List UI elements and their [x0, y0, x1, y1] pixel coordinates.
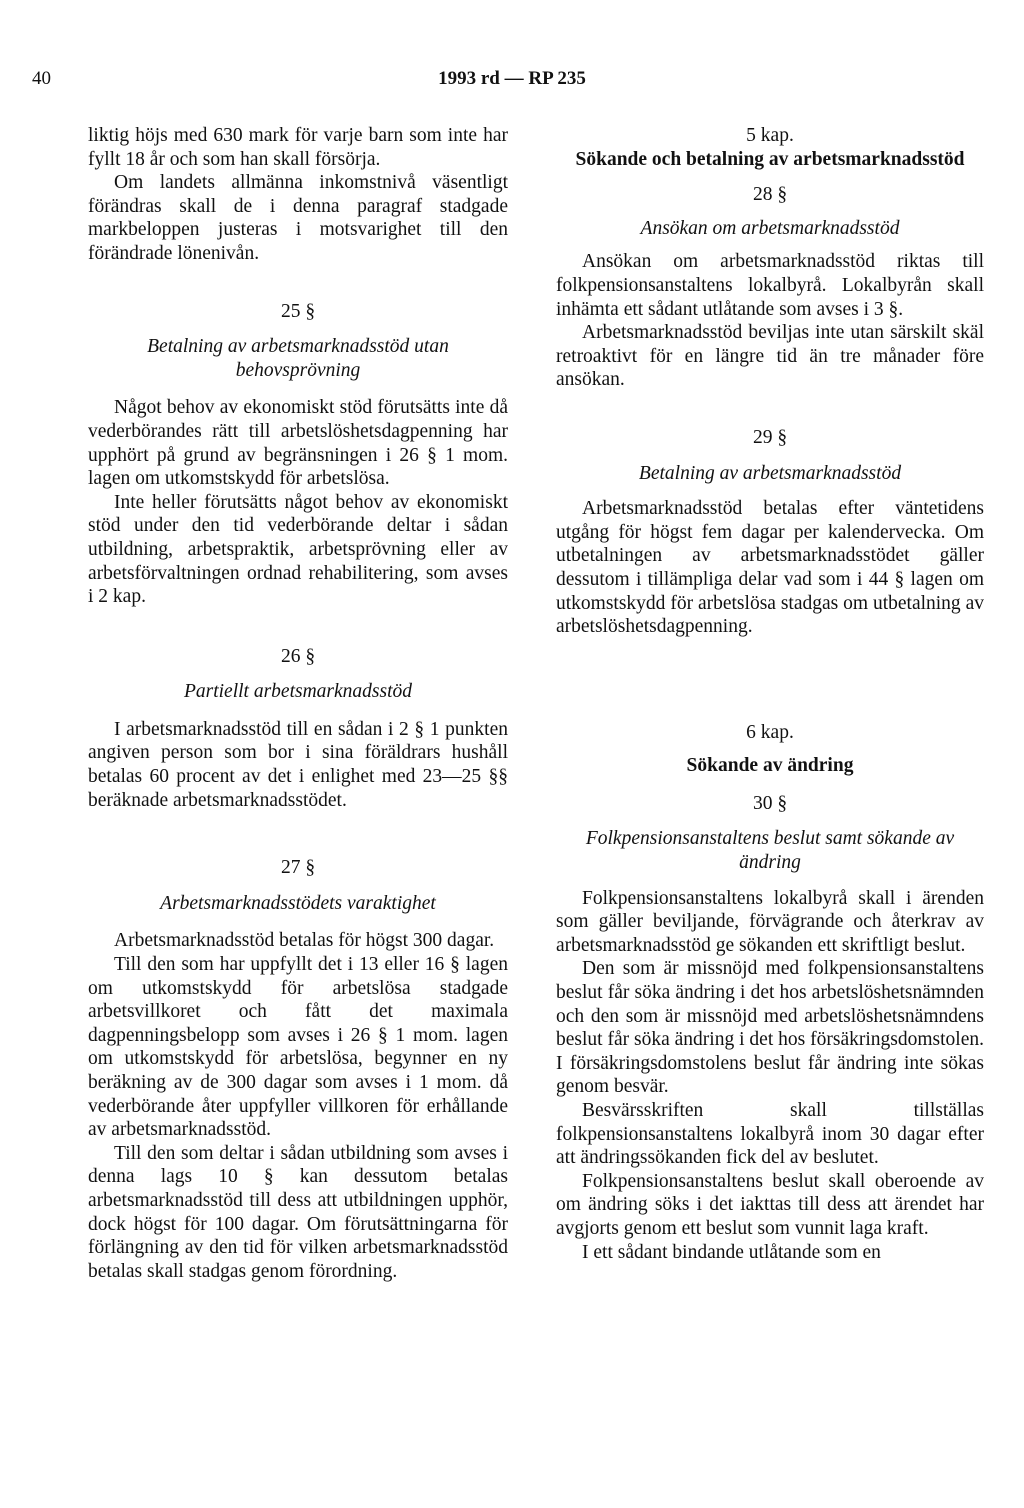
chapter-number: 6 kap. — [746, 721, 794, 743]
running-head: 1993 rd — RP 235 — [438, 68, 586, 89]
paragraph: Den som är missnöjd med folkpensionsanstaltens beslut får söka ändring i det hos arbetslöshetsnämnden och den som är missnöjd med arbetslöshetsnämndens beslut får söka ändring i det hos försäkringsdomstolen. I försäkringsdomstolens beslut får ändring inte sökas genom besvär. — [556, 958, 984, 1098]
paragraph: Folkpensionsanstaltens lokalbyrå skall i ärenden som gäller beviljande, förvägrande och återkrav av arbetsmarknadsstöd ge sökanden ett skriftligt beslut. — [556, 887, 984, 956]
right-column — [556, 124, 984, 1264]
section-number: 26 § — [280, 645, 316, 667]
paragraph: Folkpensionsanstaltens beslut skall oberoende av om ändring söks i det iakttas till dess att ärendet har avgjorts genom ett beslut som vunnit laga kraft. — [556, 1170, 984, 1239]
section-number: 29 § — [752, 426, 788, 448]
section-title: Betalning av arbetsmarknadsstöd utan behovsprövning — [147, 336, 449, 381]
paragraph: Om landets allmänna inkomstnivå väsentligt förändras skall de i denna paragraf stadgade markbeloppen justeras i motsvarighet till den förändrade lönenivån. — [88, 172, 508, 264]
paragraph: Besvärsskriften skall tillställas folkpensionsanstaltens lokalbyrå inom 30 dagar efter att ändringssökanden fick del av beslutet. — [556, 1100, 984, 1169]
section-title: Betalning av arbetsmarknadsstöd — [638, 462, 902, 484]
paragraph: Arbetsmarknadsstöd beviljas inte utan särskilt skäl retroaktivt för en längre tid än tre månader före ansökan. — [556, 322, 984, 391]
section-number: 27 § — [280, 857, 316, 879]
paragraph: liktig höjs med 630 mark för varje barn som inte har fyllt 18 år och som han skall försörja. — [88, 125, 508, 170]
paragraph: Inte heller förutsätts något behov av ekonomiskt stöd under den tid vederbörande deltar i sådan utbildning, arbetspraktik, arbetsprövning eller av arbetsförvaltningen ordnad rehabilitering, som avses i 2 kap. — [88, 491, 508, 608]
paragraph: Arbetsmarknadsstöd betalas efter väntetidens utgång för högst fem dagar per kalendervecka. Om utbetalningen av arbetsmarknadsstödet gäller dessutom i tillämpliga delar vad som i 44 § lagen om utkomstskydd för arbetslösa stadgas om utbetalning av arbetslöshetsdagpenning. — [556, 498, 984, 638]
section-number: 25 § — [280, 300, 316, 322]
chapter-title: Sökande och betalning av arbetsmarknadsstöd — [575, 148, 965, 170]
chapter-title: Sökande av ändring — [686, 755, 854, 777]
page-number: 40 — [32, 68, 51, 89]
page-header — [32, 68, 992, 94]
paragraph: Till den som deltar i sådan utbildning som avses i denna lags 10 § kan dessutom betalas arbetsmarknadsstöd till dess att utbildningen upphör, dock högst för 100 dagar. Om förutsättningarna för förlängning av den tid för vilken arbetsmarknadsstöd betalas skall stadgas genom förordning. — [88, 1142, 508, 1282]
paragraph: Något behov av ekonomiskt stöd förutsätts inte då vederbörandes rätt till arbetslöshetsdagpenning har upphört på grund av begränsningen i 26 § 1 mom. lagen om utkomstskydd för arbetslösa. — [88, 397, 508, 490]
paragraph: Till den som har uppfyllt det i 13 eller 16 § lagen om utkomstskydd för arbetslösa stadgade arbetsvillkoret och fått det maximala dagpenningsbelopp som avses i 26 § 1 mom. lagen om utkomstskydd för arbetslösa, begynner en ny beräkning av de 300 dagar som avses i 1 mom. då vederbörande åter uppfyller villkoren för erhållande av arbetsmarknadsstöd. — [88, 954, 508, 1141]
paragraph: I ett sådant bindande utlåtande som en — [582, 1241, 881, 1263]
section-title: Ansökan om arbetsmarknadsstöd — [640, 217, 900, 239]
chapter-number: 5 kap. — [746, 125, 794, 146]
section-number: 30 § — [752, 792, 788, 814]
section-title: Arbetsmarknadsstödets varaktighet — [160, 892, 436, 914]
paragraph: Ansökan om arbetsmarknadsstöd riktas till folkpensionsanstaltens lokalbyrå. Lokalbyrån skall inhämta ett sådant utlåtande som avses i 3 §. — [556, 251, 984, 320]
section-title: Folkpensionsanstaltens beslut samt sökande av ändring — [585, 828, 955, 874]
section-number: 28 § — [752, 184, 788, 206]
left-column — [88, 124, 508, 1283]
paragraph: Arbetsmarknadsstöd betalas för högst 300 dagar. — [114, 930, 495, 952]
section-title: Partiellt arbetsmarknadsstöd — [183, 681, 413, 703]
paragraph: I arbetsmarknadsstöd till en sådan i 2 § 1 punkten angiven person som bor i sina föräldrars hushåll betalas 60 procent av det i enlighet med 23—25 §§ beräknade arbetsmarknadsstödet. — [88, 718, 508, 811]
